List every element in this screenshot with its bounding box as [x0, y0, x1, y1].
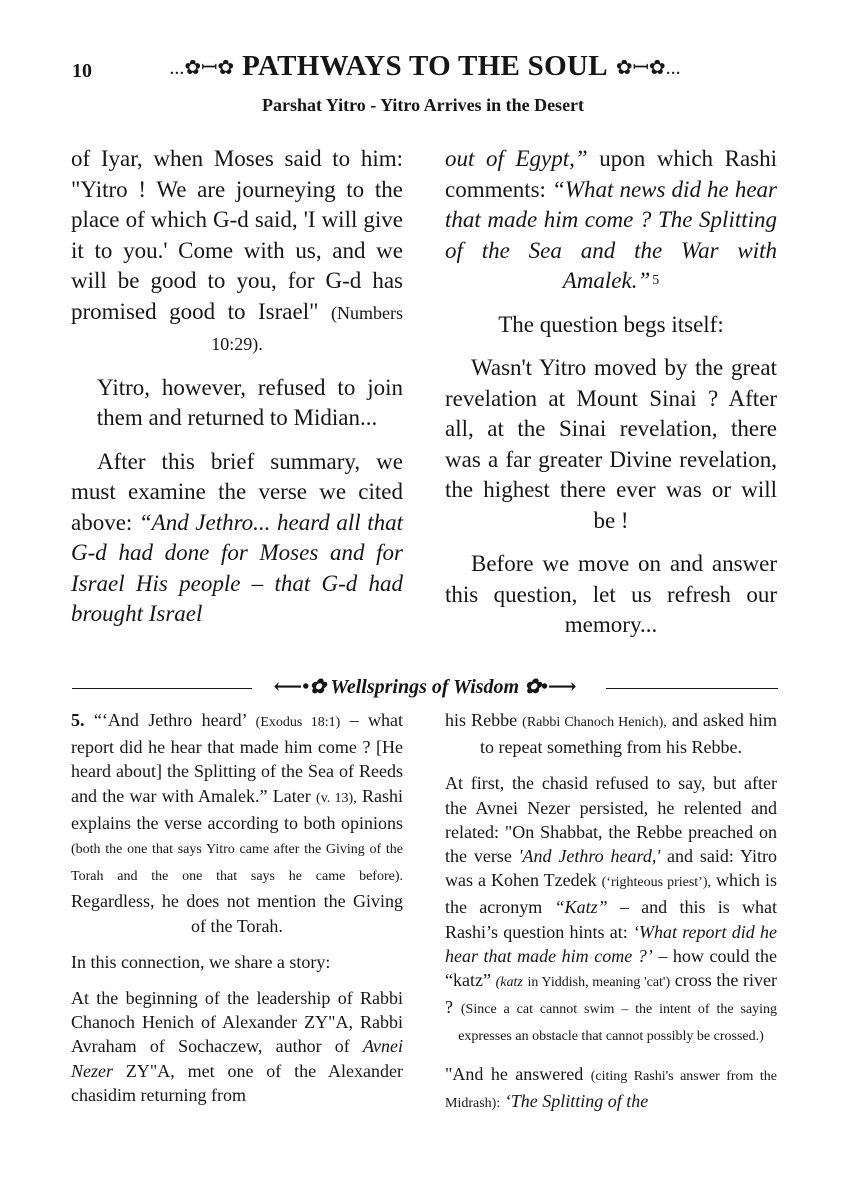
paragraph [445, 353, 777, 536]
paragraph [71, 950, 403, 974]
verse-quote: 'And Jethro heard,' [518, 846, 661, 867]
page-number: 10 [72, 60, 92, 82]
paragraph-text: After this brief summary, we must examine the verse we cited above: [71, 448, 403, 535]
paragraph-text: The question begs itself: [498, 311, 724, 337]
verse-quote: “And Jethro... heard all that G-d had done for Moses and for Israel His people – that G-d had brought Israel [71, 509, 403, 626]
paragraph-text: – what report did he hear that made him come ? [He heard about] the Splitting of the Sea of Reeds and the war with Amalek.” Later [71, 710, 404, 806]
lower-right-column [445, 708, 777, 1116]
footnote-number: 5. [71, 710, 85, 730]
rashi-quote: ‘What report did he hear that made him come ?’ [445, 921, 777, 966]
aside-text: (both the one that says Yitro came after the Giving of the Torah and the one that says he came before). [71, 842, 403, 885]
paragraph-text: At first, the chasid refused to say, but after the Avnei Nezer persisted, he relented and related: "On Shabbat, the Rebbe preached on the verse [445, 773, 777, 867]
paragraph-text: of Iyar, when Moses said to him: "Yitro ! We are journeying to the place of which G-d said, 'I will give it to you.' Come with us, and we will be good to you, for G-d has promised good to Israel" [71, 146, 403, 324]
divider-label: Wellsprings of Wisdom [330, 676, 520, 698]
paragraph-text: which is the acronym [445, 870, 778, 918]
paragraph-text: “‘And Jethro heard’ [93, 710, 247, 730]
paragraph [445, 144, 777, 297]
paragraph-text: upon which Rashi comments: [445, 146, 777, 202]
footnote-marker[interactable]: 5 [652, 273, 660, 288]
paragraph [445, 708, 777, 759]
paragraph-text: Before we move on and answer this question, let us refresh our memory... [445, 551, 777, 637]
aside-text: (‘righteous priest’), [601, 875, 712, 891]
running-title: PATHWAYS TO THE SOUL [242, 50, 608, 82]
paragraph [71, 144, 403, 360]
paragraph-text: Wasn't Yitro moved by the great revelation at Mount Sinai ? After all, at the Sinai revelation, there was a far greater Divine revelation, the highest there ever was or will be ! [445, 355, 777, 533]
footnote-paragraph [71, 708, 403, 938]
verse-quote: out of Egypt,” [445, 146, 588, 171]
aside-text: (Rabbi Chanoch Henich), [522, 715, 667, 730]
book-title: Avnei Nezer [71, 1036, 404, 1081]
citation: (Exodus 18:1) [255, 715, 341, 730]
citation: (Numbers 10:29). [211, 302, 403, 354]
divider-line [72, 688, 252, 689]
running-header [130, 50, 720, 83]
acronym: “Katz” [554, 897, 608, 918]
paragraph-text: At the beginning of the leadership of Rabbi Chanoch Henich of Alexander ZY"A, Rabbi Avraham of Sochaczew, author of [71, 988, 403, 1057]
paragraph [445, 771, 777, 1049]
flourish-left-icon: ⟵•✿ [273, 676, 326, 698]
ornament-right-icon: ✿ꟷ✿... [615, 57, 681, 79]
flourish-right-icon: ✿•⟶ [524, 676, 577, 698]
paragraph-text: and said: Yitro was a Kohen Tzedek [445, 846, 778, 891]
paragraph-text: and asked him to repeat something from his Rebbe. [480, 710, 777, 758]
paragraph-text: – how could the “katz” [445, 945, 777, 991]
aside-text: (citing Rashi's answer from the Midrash): [445, 1068, 777, 1111]
divider-line [606, 688, 778, 689]
paragraph [445, 549, 777, 641]
paragraph [71, 373, 403, 434]
paragraph-text: his Rebbe [445, 710, 518, 730]
paragraph [445, 310, 777, 341]
paragraph [71, 447, 403, 630]
paragraph-text: "And he answered [445, 1063, 584, 1084]
upper-left-column [71, 144, 403, 630]
aside-text: in Yiddish, meaning 'cat') [527, 975, 671, 991]
rashi-quote: “What news did he hear that made him come ? The Splitting of the Sea and the War with Amalek.” [445, 176, 777, 293]
midrash-quote: ‘The Splitting of the [504, 1090, 649, 1111]
upper-right-column [445, 144, 777, 641]
aside-text: (Since a cat cannot swim – the intent of the saying expresses an obstacle that cannot possibly be crossed.) [458, 1002, 777, 1045]
lower-left-column [71, 708, 403, 1107]
citation: (v. 13), [316, 790, 357, 806]
divider-heading [242, 674, 608, 699]
paragraph-text: ZY"A, met one of the Alexander chasidim returning from [71, 1060, 403, 1105]
paragraph-text: Yitro, however, refused to join them and returned to Midian... [96, 374, 403, 430]
paragraph [445, 1062, 777, 1116]
aside-text: (katz [495, 975, 523, 991]
paragraph-text: Regardless, he does not mention the Giving of the Torah. [71, 891, 403, 936]
paragraph-text: In this connection, we share a story: [71, 951, 331, 972]
chapter-subtitle: Parshat Yitro - Yitro Arrives in the Desert [261, 95, 585, 115]
paragraph-text: cross the river ? [445, 970, 778, 1018]
paragraph-text: Rashi explains the verse according to both opinions [71, 785, 404, 833]
section-divider [72, 676, 778, 700]
paragraph-text: – and this is what Rashi’s question hints at: [445, 897, 778, 942]
paragraph [71, 986, 403, 1107]
ornament-left-icon: ...✿ꟷ✿ [169, 57, 235, 79]
